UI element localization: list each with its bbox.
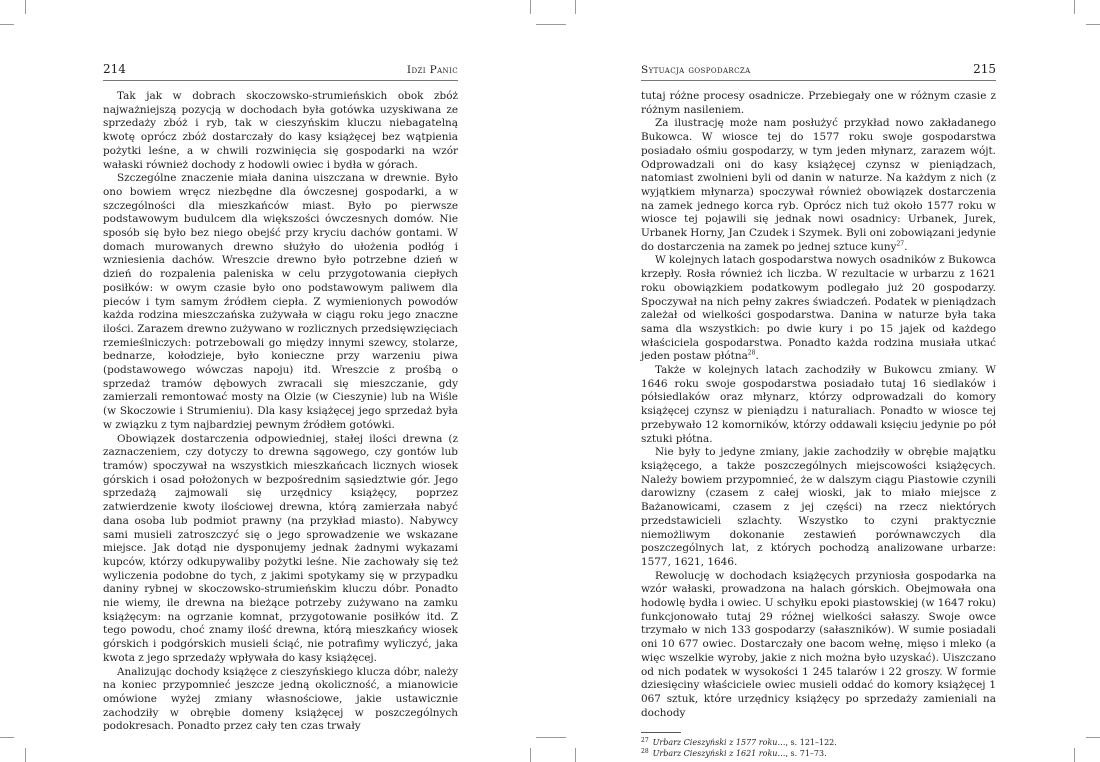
footnote-title: Urbarz Cieszyński z 1577 roku… [652, 738, 786, 748]
crop-mark [575, 748, 576, 762]
paragraph-text: Rewolucję w dochodach książęcych przyniosła gospodarka na wzór wałaski, prowadzona na halach górskich. Obejmowała ona hodowlę bydła i owiec. U schyłku epoki piastowskiej (w 1647 roku) funkcjonowało tutaj 29 różnej wielkości sałaszy. Swoje owce trzymało w nich 133 gospodarzy (sałaszników). W sumie posiadali oni 10 677 owiec. Dostarczały one bacom wełnę, mięso i mleko (a więc wszelkie wyroby, jakie z nich można było uzyskać). Uiszczano od nich podatek w wysokości 1 245 talarów i 22 groszy. W formie dziesięciny właściciele owiec musieli oddać do komory książęcej 1 067 sztuk, które urzędnicy książęcy po sprzedaży zamieniali na dochody [641, 569, 996, 719]
crop-mark [0, 737, 14, 738]
crop-mark [25, 0, 26, 14]
paragraph [641, 254, 996, 364]
crop-mark [575, 0, 576, 14]
body-text [103, 90, 458, 734]
paragraph [641, 570, 996, 721]
footnote-pages: , s. 71–73. [785, 749, 827, 759]
page-number: 214 [103, 62, 126, 76]
right-page [641, 62, 996, 759]
paragraph-text: W kolejnych latach gospodarstwa nowych osadników z Bukowca krzepły. Rosła również ich liczba. W rezultacie w urbarzu z 1621 roku obowiązkiem podatkowym podlegało już 20 gospodarzy. Spoczywał na nich pełny zakres świadczeń. Podatek w pieniądzach zależał od wielkości gospodarstwa. Danina w naturze była taka sama dla wszystkich: po dwie kury i po 15 jajek od każdego właściciela gospodarstwa. Ponadto każda rodzina musiała utkać jeden postaw płótna [641, 254, 996, 363]
paragraph [641, 90, 996, 117]
paragraph: Szczególne znaczenie miała danina uiszczana w drewnie. Było ono bowiem wręcz niezbędne dla ówczesnej gospodarki, a w szczególności dla mieszkańców miast. Było po pierwsze podstawowym budulcem dla większości ówczesnych domów. Nie sposób się było bez niego obejść przy kryciu dachów gontami. W domach murowanych drewno służyło do ułożenia podłóg i wzniesienia dachów. Wreszcie drewno było potrzebne dzień w dzień do rozpalenia paleniska w celu przygotowania ciepłych posiłków: w owym czasie było ono podstawowym paliwem dla pieców i tym samym źródłem ciepła. Z wymienionych powodów każda rodzina mieszczańska zużywała w ciągu roku jego znaczne ilości. Zarazem drewno zużywano w rozlicznych przedsięwzięciach rzemieślniczych: potrzebowali go między innymi szewcy, stolarze, bednarze, kołodzieje, było konieczne przy warzeniu piwa (podstawowego wówczas napoju) itd. Wreszcie z prośbą o sprzedaż tramów dębowych zwracali się mieszczanie, gdy zamierzali remontować mosty na Olzie (w Cieszynie) lub na Wiśle (w Skoczowie i Strumieniu). Dla kasy książęcej jego sprzedaż była w związku z tym najbardziej pewnym źródłem gotówki. [103, 172, 458, 431]
footnote [641, 737, 996, 748]
paragraph-tail: . [904, 240, 908, 253]
paragraph [641, 446, 996, 569]
paragraph: Analizując dochody książęce z cieszyńskiego klucza dóbr, należy na koniec przypomnieć jeszcze jedną okoliczność, a mianowicie omówione wyżej zmiany własnościowe, jakie ustawicznie zachodziły w obrębie domeny książęcej w poszczególnych podokresach. Ponadto przez cały ten czas trwały [103, 665, 458, 733]
paragraph: Obowiązek dostarczenia odpowiedniej, stałej ilości drewna (z zaznaczeniem, czy dotyczy to drewna sągowego, czy gontów lub tramów) spoczywał na wszystkich mieszkańcach licznych wiosek górskich i osad położonych w bezpośrednim sąsiedztwie gór. Jego sprzedażą zajmowali się urzędnicy książęcy, poprzez zatwierdzenie kwoty ilościowej drewna, którą zamierzała nabyć dana osoba lub podmiot prawny (na przykład miasto). Nabywcy sami musieli zatroszczyć się o jego sprowadzenie we wskazane miejsce. Jak dotąd nie dysponujemy jednak żadnymi wykazami kupców, którzy odkupywaliby pożytki leśne. Nie zachowały się też wyliczenia podobne do tych, z jakimi spotykamy się w przypadku daniny rybnej w skoczowsko-strumieńskim kluczu dóbr. Ponadto nie wiemy, ile drewna na bieżące potrzeby zużywano na zamku książęcym: na ogrzanie komnat, przygotowanie posiłków itd. Z tego powodu, choć znamy ilość drewna, którą mieszkańcy wiosek górskich i podgórskich musieli ściąć, nie potrafimy wyliczyć, jaka kwota z jego sprzedaży wpływała do kasy książęcej. [103, 432, 458, 664]
running-head-chapter: Sytuacja gospodarcza [641, 64, 751, 76]
crop-mark [536, 737, 566, 738]
footnote-ref[interactable]: 27 [896, 240, 905, 248]
paragraph-text: Nie były to jedyne zmiany, jakie zachodziły w obrębie majątku książęcego, a także poszczególnych miejscowości książęcych. Należy bowiem przypomnieć, że w dalszym ciągu Piastowie czynili darowizny (czasem z całej wioski, jak to miało miejsce z Bażanowicami, czasem z jej części) na rzecz niektórych przedstawicieli szlachty. Wszystko to czyni praktycznie niemożliwym dokonanie zestawień porównawczych dla poszczególnych lat, z których pochodzą analizowane urbarze: 1577, 1621, 1646. [641, 446, 996, 568]
running-head [103, 62, 458, 81]
paragraph [641, 364, 996, 446]
crop-mark [530, 748, 531, 762]
footnote-number: 27 [641, 736, 649, 744]
paragraph-text: tutaj różne procesy osadnicze. Przebiegały one w różnym czasie z różnym nasileniem. [641, 90, 996, 116]
crop-mark [0, 24, 14, 25]
running-head [641, 62, 996, 81]
footnote-separator [641, 732, 681, 733]
page-number: 215 [973, 62, 996, 76]
paragraph-tail: . [755, 350, 759, 363]
crop-mark [25, 748, 26, 762]
crop-mark [1074, 0, 1075, 14]
crop-mark [1086, 737, 1100, 738]
crop-mark [1086, 24, 1100, 25]
footnote-ref[interactable]: 28 [747, 349, 756, 357]
paragraph [641, 117, 996, 254]
paragraph-text: Za ilustrację może nam posłużyć przykład nowo zakładanego Bukowca. W wiosce tej do 1577 roku swoje gospodarstwa posiadało ośmiu gospodarzy, w tym jeden młynarz, zarazem wójt. Odprowadzali oni do kasy książęcej czynsz w pieniądzach, natomiast zwolnieni byli od danin w naturze. Na każdym z nich (z wyjątkiem młynarza) spoczywał również obowiązek dostarczenia na zamek jednego korca ryb. Oprócz nich tuż około 1577 roku w wiosce tej pojawili się jednak nowi osadnicy: Urbanek, Jurek, Urbanek Horny, Jan Czudek i Szymek. Byli oni zobowiązani jedynie do dostarczenia na zamek po jednej sztuce kuny [641, 117, 996, 253]
footnotes [641, 737, 996, 759]
left-page [103, 62, 458, 734]
footnote-number: 28 [641, 747, 649, 755]
paragraph-text: Także w kolejnych latach zachodziły w Bukowcu zmiany. W 1646 roku swoje gospodarstwa posiadało tutaj 16 siedlaków i półsiedlaków oraz młynarz, którzy odprowadzali do komory książęcej czynsz w pieniądzu i naturaliach. Ponadto w wiosce tej przebywało 12 komorników, którzy oddawali księciu jedynie po pół sztuki płótna. [641, 364, 996, 445]
running-head-author: Idzi Panic [406, 64, 458, 76]
footnote [641, 748, 996, 759]
crop-mark [536, 24, 566, 25]
crop-mark [530, 0, 531, 14]
footnote-pages: , s. 121–122. [785, 738, 837, 748]
body-text [641, 90, 996, 720]
paragraph: Tak jak w dobrach skoczowsko-strumieńskich obok zbóż najważniejszą pozycją w dochodach była gotówka uzyskiwana ze sprzedaży zbóż i ryb, tak w cieszyńskim kluczu niebagatelną kwotę oprócz zbóż dostarczały do kasy książęcej bez wątpienia pożytki leśne, a w chwili rozwinięcia się gospodarki na wzór wałaski również dochody z hodowli owiec i bydła w górach. [103, 90, 458, 171]
footnote-title: Urbarz Cieszyński z 1621 roku… [652, 749, 786, 759]
crop-mark [1074, 748, 1075, 762]
